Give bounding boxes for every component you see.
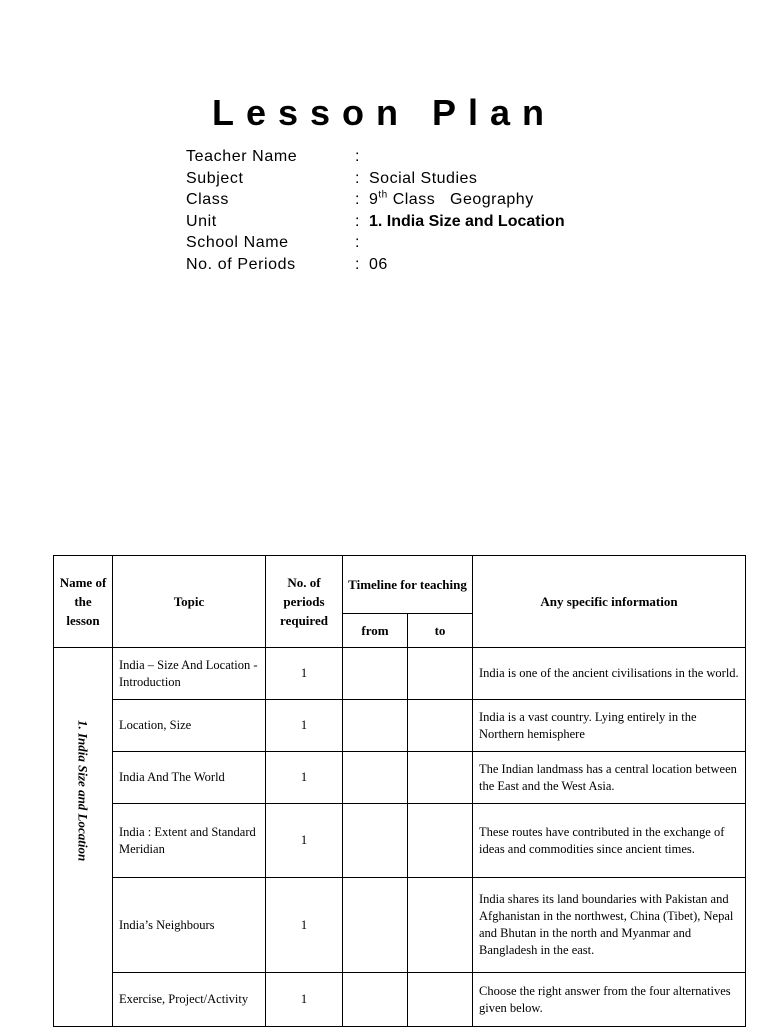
header-topic: Topic [113, 556, 266, 648]
periods-label: No. of Periods [186, 255, 296, 273]
from-cell [343, 700, 408, 752]
periods-cell: 1 [266, 878, 343, 973]
colon: : [355, 169, 360, 187]
info-cell: India shares its land boundaries with Pakistan and Afghanistan in the northwest, China (Tibet), Nepal and Bhutan in the north and Myanmar and Bangladesh in the east. [473, 878, 746, 973]
from-cell [343, 878, 408, 973]
header-to: to [408, 614, 473, 648]
to-cell [408, 752, 473, 804]
lesson-name-cell [54, 648, 113, 1027]
class-rest: Class Geography [387, 191, 534, 208]
from-cell [343, 804, 408, 878]
topic-cell: Location, Size [113, 700, 266, 752]
to-cell [408, 878, 473, 973]
table-row [54, 878, 746, 973]
info-cell: India is one of the ancient civilisations in the world. [473, 648, 746, 700]
subject-value: Social Studies [369, 169, 478, 187]
to-cell [408, 804, 473, 878]
page-title: Lesson Plan [211, 92, 557, 133]
table-row [54, 804, 746, 878]
lesson-plan-table [53, 555, 746, 1027]
to-cell [408, 700, 473, 752]
header-from: from [343, 614, 408, 648]
topic-cell: India And The World [113, 752, 266, 804]
class-value [369, 189, 534, 211]
topic-cell: Exercise, Project/Activity [113, 973, 266, 1027]
colon: : [355, 191, 360, 208]
table-row [54, 700, 746, 752]
info-cell: Choose the right answer from the four alternatives given below. [473, 973, 746, 1027]
periods-cell: 1 [266, 973, 343, 1027]
to-cell [408, 973, 473, 1027]
class-superscript: th [378, 189, 388, 201]
periods-cell: 1 [266, 700, 343, 752]
school-label: School Name [186, 234, 289, 251]
periods-cell: 1 [266, 804, 343, 878]
table-row [54, 752, 746, 804]
colon: : [355, 234, 360, 251]
lesson-name-vertical: 1. India Size and Location [75, 720, 91, 862]
header-specific-info: Any specific information [473, 556, 746, 648]
header-periods: No. of periods required [266, 556, 343, 648]
topic-cell: India’s Neighbours [113, 878, 266, 973]
colon: : [355, 148, 360, 165]
periods-cell: 1 [266, 752, 343, 804]
from-cell [343, 752, 408, 804]
colon: : [355, 255, 360, 273]
info-cell: These routes have contributed in the exchange of ideas and commodities since ancient times. [473, 804, 746, 878]
topic-cell: India – Size And Location - Introduction [113, 648, 266, 700]
from-cell [343, 648, 408, 700]
header-timeline: Timeline for teaching [343, 556, 473, 614]
header-name-of-lesson: Name of the lesson [54, 556, 113, 648]
periods-value: 06 [369, 255, 388, 273]
table-row [54, 648, 746, 700]
topic-cell: India : Extent and Standard Meridian [113, 804, 266, 878]
subject-label: Subject [186, 169, 244, 187]
unit-value: 1. India Size and Location [369, 212, 565, 230]
from-cell [343, 973, 408, 1027]
class-label: Class [186, 191, 230, 208]
class-number: 9 [369, 191, 379, 208]
to-cell [408, 648, 473, 700]
unit-label: Unit [186, 212, 217, 230]
periods-cell: 1 [266, 648, 343, 700]
info-cell: India is a vast country. Lying entirely in the Northern hemisphere [473, 700, 746, 752]
teacher-label: Teacher Name [186, 148, 298, 165]
colon: : [355, 212, 360, 230]
info-cell: The Indian landmass has a central location between the East and the West Asia. [473, 752, 746, 804]
table-row [54, 973, 746, 1027]
